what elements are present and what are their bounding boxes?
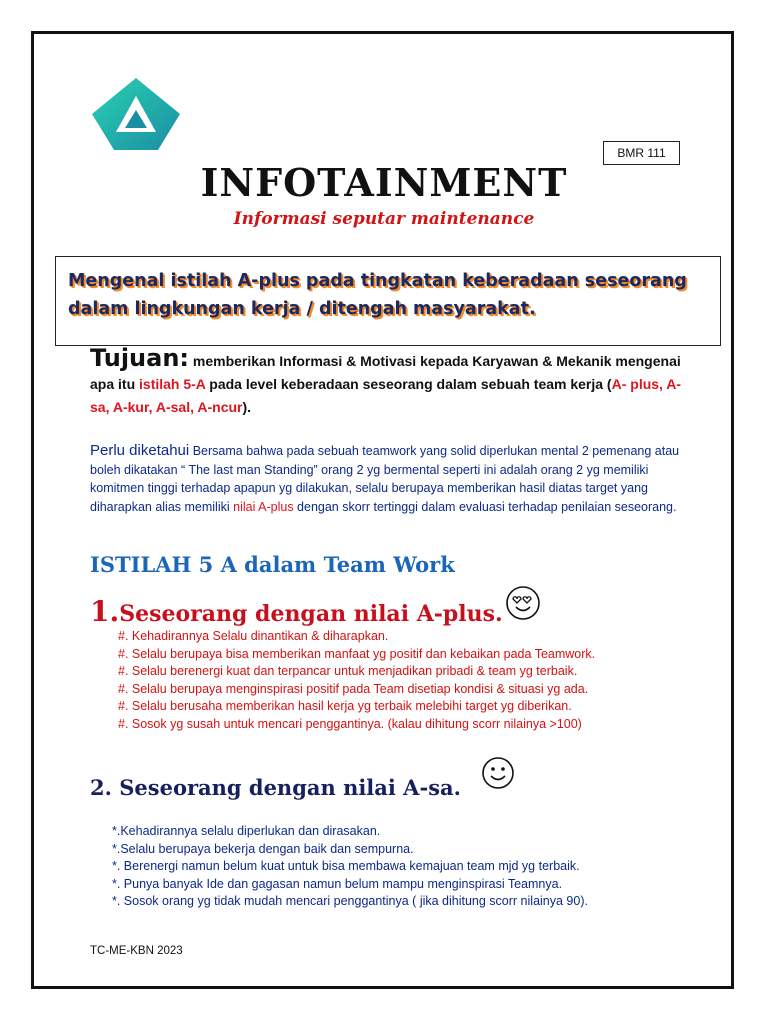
page-title: INFOTAINMENT	[200, 160, 568, 205]
purpose-text-1: memberikan Informasi & Motivasi kepada Karyawan & Mekanik mengenai apa itu	[90, 353, 681, 392]
section2-list	[112, 823, 588, 911]
section-title: ISTILAH 5 A dalam Team Work	[90, 552, 455, 577]
purpose-highlight-2: A- plus, A-sa, A-kur, A-sal, A-ncur	[90, 376, 682, 415]
headline-box	[55, 256, 721, 346]
smiley-icon	[481, 756, 515, 790]
purpose-text-3: ).	[242, 399, 252, 415]
section2-heading: 2. Seseorang dengan nilai A-sa.	[90, 775, 461, 800]
triangle-logo-icon	[92, 78, 180, 150]
footer-code: TC-ME-KBN 2023	[90, 945, 183, 957]
headline-text: Mengenal istilah A-plus pada tingkatan keberadaan seseorang dalam lingkungan kerja / ditengah masyarakat.	[68, 271, 687, 319]
purpose-label: Tujuan:	[90, 344, 190, 372]
section1-heading	[90, 595, 503, 628]
list-item: *. Sosok orang yg tidak mudah mencari penggantinya ( jika dihitung scorr nilainya 90).	[112, 894, 588, 908]
list-item: *. Berenergi namun belum kuat untuk bisa membawa kemajuan team mjd yg terbaik.	[112, 859, 580, 873]
document-code: BMR 111	[603, 141, 680, 165]
info-text: Bersama bahwa pada sebuah teamwork yang solid diperlukan mental 2 pemenang atau boleh dikatakan “ The last man Standing” orang 2 yg bermental seperti ini adalah orang 2 yg memiliki komitmen tinggi terhadap apapun yg dilakukan, selalu berupaya memberikan hasil diatas target yang diharapkan alias memiliki	[90, 444, 680, 514]
info-highlight: nilai A-plus	[233, 499, 294, 514]
page-subtitle: Informasi seputar maintenance	[233, 209, 535, 229]
info-label: Perlu diketahui	[90, 442, 190, 459]
list-item: #. Selalu berupaya menginspirasi positif pada Team disetiap kondisi & situasi yg ada.	[118, 681, 589, 696]
purpose-paragraph	[90, 344, 690, 419]
info-paragraph	[90, 442, 690, 516]
info-text-end: dengan skorr tertinggi dalam evaluasi terhadap penilaian seseorang.	[293, 499, 677, 514]
list-item: #. Kehadirannya Selalu dinantikan & diharapkan.	[118, 629, 389, 643]
list-item: *. Punya banyak Ide dan gagasan namun belum mampu menginspirasi Teamnya.	[112, 876, 563, 891]
list-item: *.Kehadirannya selalu diperlukan dan dirasakan.	[112, 824, 381, 838]
purpose-highlight-1: istilah 5-A	[139, 376, 206, 392]
list-item: #. Selalu berenergi kuat dan terpancar untuk menjadikan pribadi & team yg terbaik.	[118, 664, 578, 678]
list-item: #. Sosok yg susah untuk mencari penggantinya. (kalau dihitung scorr nilainya >100)	[118, 716, 582, 731]
section1-list	[118, 628, 595, 733]
list-item: #. Selalu berusaha memberikan hasil kerja yg terbaik melebihi target yg diberikan.	[118, 699, 572, 713]
heart-eyes-smiley-icon	[505, 585, 541, 621]
section1-heading-text: Seseorang dengan nilai A-plus.	[119, 601, 503, 627]
section1-number: 1.	[90, 595, 120, 628]
purpose-text-2: pada level keberadaan seseorang dalam sebuah team kerja (	[205, 376, 612, 392]
list-item: *.Selalu berupaya bekerja dengan baik dan sempurna.	[112, 841, 414, 856]
list-item: #. Selalu berupaya bisa memberikan manfaat yg positif dan kebaikan pada Teamwork.	[118, 646, 596, 661]
